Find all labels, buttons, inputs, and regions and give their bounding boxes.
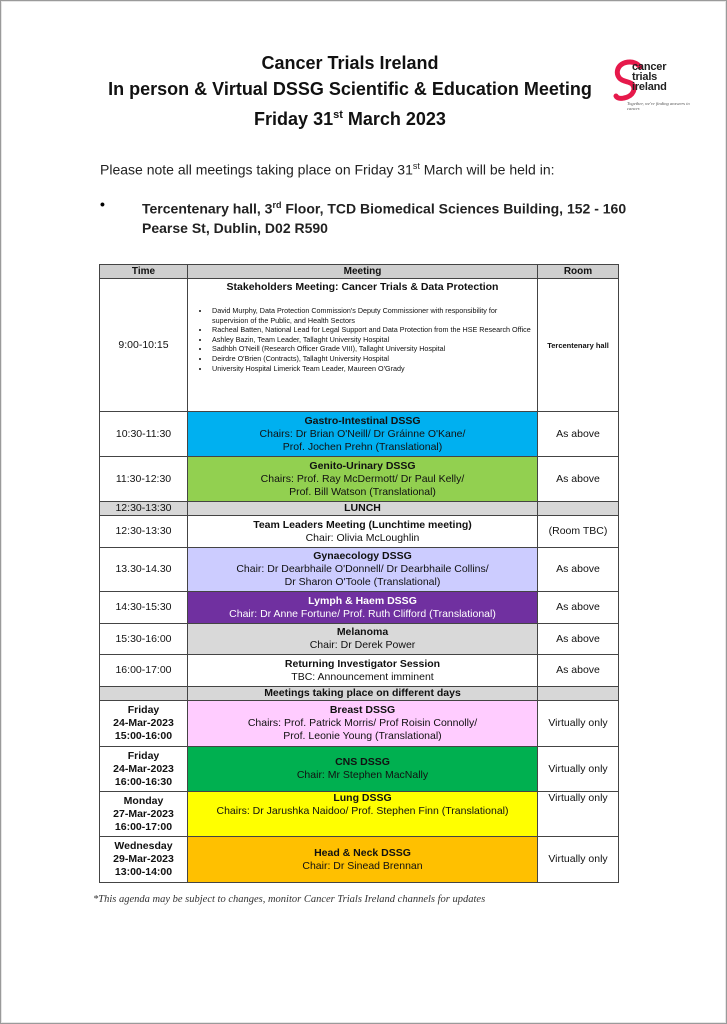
row-room: As above (538, 592, 619, 624)
other-days-label: Meetings taking place on different days (188, 687, 538, 701)
lunch-row (100, 502, 619, 516)
row-time: 10:30-11:30 (100, 412, 188, 457)
row-room: Virtually only (538, 701, 619, 747)
meeting-line: Prof. Leonie Young (Translational) (283, 730, 442, 742)
table-row (100, 792, 619, 837)
row-room: As above (538, 412, 619, 457)
row-date: Wednesday 29-Mar-2023 13:00-14:00 (100, 837, 188, 883)
row-meeting (188, 747, 538, 792)
speaker-list (210, 306, 531, 373)
row-room: As above (538, 624, 619, 655)
row-date: Friday 24-Mar-2023 15:00-16:00 (100, 701, 188, 747)
row-date: Monday 27-Mar-2023 16:00-17:00 (100, 792, 188, 837)
meeting-title: Genito-Urinary DSSG (309, 459, 416, 472)
table-row (100, 624, 619, 655)
row-meeting (188, 624, 538, 655)
meeting-line: Chairs: Prof. Patrick Morris/ Prof Roisin Connolly/ (247, 717, 478, 729)
table-row (100, 747, 619, 792)
meeting-line: Chair: Dr Anne Fortune/ Prof. Ruth Clifford (Translational) (229, 607, 496, 620)
list-item: • University Hospital Limerick Team Leader, Maureen O'Grady (210, 364, 531, 374)
table-row (100, 548, 619, 592)
row-time: 12:30-13:30 (100, 516, 188, 548)
row-room: Virtually only (538, 792, 619, 837)
row-meeting (188, 279, 538, 412)
meeting-title: CNS DSSG (335, 756, 390, 768)
row-time: 16:00-17:00 (100, 655, 188, 687)
meeting-title: Gynaecology DSSG (313, 550, 412, 562)
table-row (100, 457, 619, 502)
row-time: 14:30-15:30 (100, 592, 188, 624)
meeting-line: Chair: Dr Derek Power (309, 639, 416, 651)
header-meeting: Meeting (188, 265, 538, 279)
meeting-title: Gastro-Intestinal DSSG (304, 414, 421, 427)
meeting-title: Lung DSSG (333, 792, 392, 804)
row-meeting (188, 548, 538, 592)
row-room: (Room TBC) (538, 516, 619, 548)
row-meeting (188, 457, 538, 502)
table-header-row (100, 265, 619, 279)
meeting-title: Team Leaders Meeting (Lunchtime meeting) (253, 518, 472, 531)
table-row (100, 412, 619, 457)
row-meeting (188, 701, 538, 747)
footnote: *This agenda may be subject to changes, monitor Cancer Trials Ireland channels for updates (93, 894, 486, 905)
row-room: As above (538, 457, 619, 502)
title-line-3: Friday 31st March 2023 (254, 109, 446, 129)
title-line-1: Cancer Trials Ireland (261, 53, 439, 73)
row-room: Virtually only (538, 747, 619, 792)
meeting-line: Chair: Olivia McLoughlin (305, 531, 420, 544)
row-room: Tercentenary hall (538, 279, 619, 412)
logo-wordmark: cancer trials ireland (632, 61, 667, 93)
list-item: • Sadhbh O'Neill (Research Officer Grade VIII), Tallaght University Hospital (210, 344, 531, 354)
meeting-line: Chairs: Prof. Ray McDermott/ Dr Paul Kelly/ (260, 472, 465, 485)
page-title (60, 50, 640, 132)
row-room: As above (538, 548, 619, 592)
stakeholders-title: Stakeholders Meeting: Cancer Trials & Data Protection (226, 281, 499, 293)
row-room: As above (538, 655, 619, 687)
table-row (100, 655, 619, 687)
row-room (538, 502, 619, 516)
row-meeting (188, 412, 538, 457)
meeting-line: Prof. Jochen Prehn (Translational) (282, 440, 443, 453)
meeting-line: Chair: Dr Dearbhaile O'Donnell/ Dr Dearbhaile Collins/ (236, 563, 489, 575)
list-item: • David Murphy, Data Protection Commission's Deputy Commissioner with responsibility for supervision of the Public, and Health Sectors (210, 306, 531, 325)
table-row (100, 516, 619, 548)
row-meeting (188, 655, 538, 687)
table-row (100, 701, 619, 747)
meeting-line: Chair: Dr Sinead Brennan (302, 859, 423, 872)
header-room: Room (538, 265, 619, 279)
meeting-line: Chairs: Dr Brian O'Neill/ Dr Gráinne O'Kane/ (259, 427, 466, 440)
row-meeting (188, 592, 538, 624)
table-row (100, 837, 619, 883)
meeting-line: Prof. Bill Watson (Translational) (289, 485, 436, 498)
meeting-title: Melanoma (336, 626, 389, 638)
other-days-row (100, 687, 619, 701)
row-room: Virtually only (538, 837, 619, 883)
logo-tagline: Together, we're finding answers to cancer. (627, 101, 690, 111)
table-row (100, 592, 619, 624)
row-time: 12:30-13:30 (100, 502, 188, 516)
title-line-2: In person & Virtual DSSG Scientific & Education Meeting (108, 79, 592, 99)
meeting-line: Chair: Mr Stephen MacNally (296, 769, 429, 781)
row-time: 15:30-16:00 (100, 624, 188, 655)
venue-bullet: • (100, 196, 105, 212)
meeting-title: Lymph & Haem DSSG (308, 594, 417, 607)
row-time: 13.30-14.30 (100, 548, 188, 592)
row-time (100, 687, 188, 701)
header-time: Time (100, 265, 188, 279)
meeting-line: Dr Sharon O'Toole (Translational) (284, 576, 441, 588)
list-item: • Deirdre O'Brien (Contracts), Tallaght University Hospital (210, 354, 531, 364)
meeting-line: TBC: Announcement imminent (291, 670, 434, 683)
list-item: • Ashley Bazin, Team Leader, Tallaght University Hospital (210, 335, 531, 345)
meeting-line: Chairs: Dr Jarushka Naidoo/ Prof. Stephen Finn (Translational) (216, 805, 509, 817)
row-time: 11:30-12:30 (100, 457, 188, 502)
row-time: 9:00-10:15 (100, 279, 188, 412)
row-meeting (188, 516, 538, 548)
row-meeting (188, 837, 538, 883)
meeting-title: Breast DSSG (329, 704, 396, 716)
row-date: Friday 24-Mar-2023 16:00-16:30 (100, 747, 188, 792)
list-item: • Racheal Batten, National Lead for Legal Support and Data Protection from the HSE Research Office (210, 325, 531, 335)
row-room (538, 687, 619, 701)
row-meeting (188, 792, 538, 837)
lunch-label: LUNCH (188, 502, 538, 516)
venue-address: Tercentenary hall, 3rd Floor, TCD Biomedical Sciences Building, 152 - 160 Pearse St, Dublin, D02 R590 (142, 200, 627, 236)
intro-note: Please note all meetings taking place on Friday 31st March will be held in: (100, 161, 555, 178)
agenda-table (99, 264, 619, 883)
table-row (100, 279, 619, 412)
meeting-title: Returning Investigator Session (284, 657, 441, 670)
meeting-title: Head & Neck DSSG (314, 846, 411, 859)
